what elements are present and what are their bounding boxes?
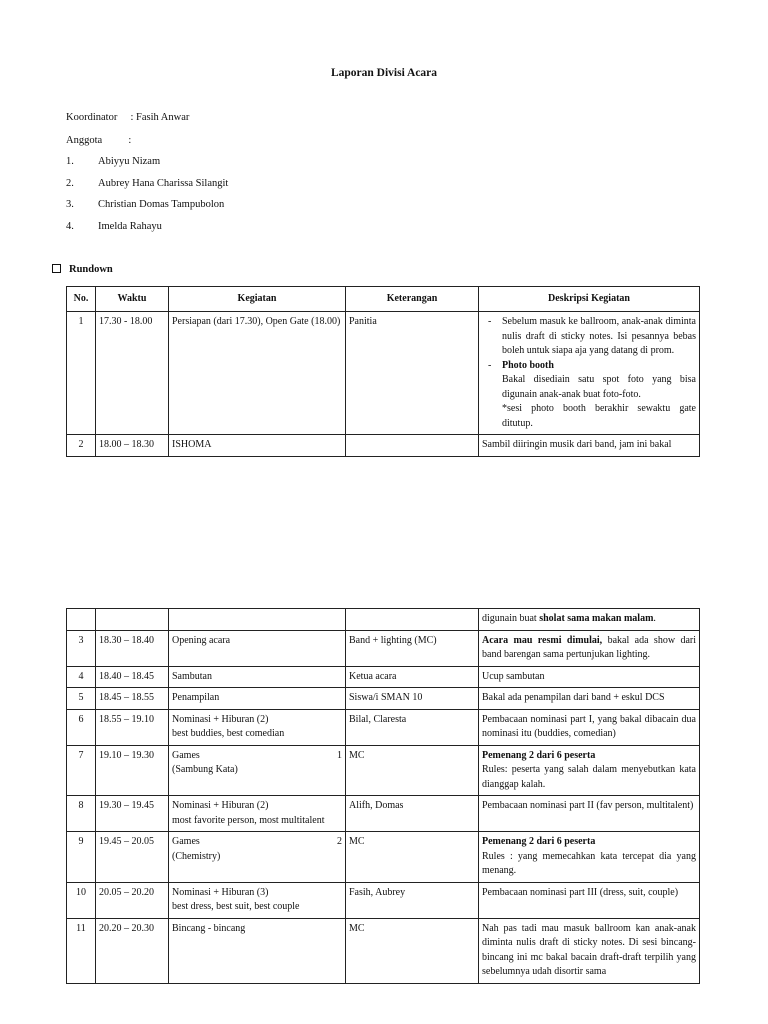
cell-deskripsi: Ucup sambutan [479,666,700,688]
table-header-row [67,287,700,312]
cell-deskripsi: Nah pas tadi mau masuk ballroom kan anak-anak diminta nulis draft di sticky notes. Di sesi bincang-bincang ini mc bakal bacain draft-draft terpilih yang sebelumnya udah disortir sama [479,918,700,983]
cell-no: 9 [67,832,96,883]
cell-kegiatan [169,709,346,745]
cell-waktu [96,609,169,631]
kegiatan-sub: best dress, best suit, best couple [172,901,300,912]
cell-no: 2 [67,435,96,457]
cell-kegiatan [169,796,346,832]
cell-deskripsi [479,609,700,631]
desc-text: . [653,613,656,624]
table-row [67,688,700,710]
header-kegiatan: Kegiatan [169,287,346,312]
kegiatan-title: Games [172,836,200,847]
rundown-table-part1 [66,286,700,457]
kegiatan-number: 2 [337,836,342,847]
koordinator-line: Koordinator : Fasih Anwar [66,112,190,123]
cell-deskripsi: Sambil diiringin musik dari band, jam ini bakal [479,435,700,457]
anggota-label: Anggota : [66,135,132,146]
cell-deskripsi [479,832,700,883]
cell-waktu: 18.00 – 18.30 [96,435,169,457]
cell-keterangan [346,609,479,631]
cell-kegiatan: Penampilan [169,688,346,710]
cell-keterangan: MC [346,918,479,983]
cell-kegiatan [169,745,346,796]
cell-no: 1 [67,312,96,435]
table-row [67,609,700,631]
cell-waktu: 19.45 – 20.05 [96,832,169,883]
kegiatan-title: Games [172,749,200,761]
cell-deskripsi: Bakal ada penampilan dari band + eskul DCS [479,688,700,710]
desc-item-note: *sesi photo booth berakhir sewaktu gate ditutup. [502,403,696,429]
cell-keterangan: Alifh, Domas [346,796,479,832]
header-keterangan: Keterangan [346,287,479,312]
cell-kegiatan [169,609,346,631]
header-no: No. [67,287,96,312]
member-number: 1. [66,156,74,167]
header-deskripsi: Deskripsi Kegiatan [479,287,700,312]
table-row [67,709,700,745]
cell-keterangan: MC [346,745,479,796]
cell-waktu: 18.30 – 18.40 [96,630,169,666]
desc-item [502,359,696,432]
table-row [67,312,700,435]
kegiatan-number: 1 [337,749,342,761]
cell-keterangan: MC [346,832,479,883]
cell-waktu: 19.10 – 19.30 [96,745,169,796]
kegiatan-sub: (Sambung Kata) [172,764,238,775]
kegiatan-sub: (Chemistry) [172,850,221,862]
cell-kegiatan [169,832,346,883]
desc-bold: Pemenang 2 dari 6 peserta [482,836,596,847]
cell-keterangan: Band + lighting (MC) [346,630,479,666]
member-name: Christian Domas Tampubolon [98,199,225,210]
member-number: 4. [66,221,74,232]
cell-deskripsi [479,312,700,435]
member-number: 2. [66,178,74,189]
table-row [67,832,700,883]
cell-no: 8 [67,796,96,832]
cell-keterangan [346,435,479,457]
cell-waktu: 20.20 – 20.30 [96,918,169,983]
page-title: Laporan Divisi Acara [330,67,438,79]
desc-item-text: Bakal disediain satu spot foto yang bisa digunain anak-anak buat foto-foto. [502,374,696,400]
kegiatan-title: Nominasi + Hiburan (2) [172,713,269,725]
desc-bold: Acara mau resmi dimulai, [482,634,603,646]
table-row [67,918,700,983]
member-name: Aubrey Hana Charissa Silangit [98,178,229,189]
table-row [67,630,700,666]
cell-no: 6 [67,709,96,745]
desc-bold: Pemenang 2 dari 6 peserta [482,749,596,761]
member-number: 3. [66,199,74,210]
rundown-label: Rundown [69,264,113,275]
cell-no: 10 [67,882,96,918]
cell-kegiatan: Bincang - bincang [169,918,346,983]
cell-waktu: 19.30 – 19.45 [96,796,169,832]
cell-no: 7 [67,745,96,796]
table-row [67,882,700,918]
cell-no: 3 [67,630,96,666]
desc-item-title: Photo booth [502,359,554,371]
header-waktu: Waktu [96,287,169,312]
desc-item: - Sebelum masuk ke ballroom, anak-anak diminta nulis draft di sticky notes. Isi pesannya bebas boleh untuk siapa aja yang datang di prom. [502,315,696,359]
rundown-table-part2 [66,608,700,984]
rundown-heading [52,264,113,275]
cell-waktu: 18.45 – 18.55 [96,688,169,710]
cell-deskripsi: Pembacaan nominasi part II (fav person, multitalent) [479,796,700,832]
kegiatan-sub: best buddies, best comedian [172,728,285,739]
cell-no: 5 [67,688,96,710]
table-row [67,666,700,688]
cell-waktu: 20.05 – 20.20 [96,882,169,918]
kegiatan-sub: most favorite person, most multitalent [172,814,325,826]
cell-kegiatan: Opening acara [169,630,346,666]
kegiatan-title: Nominasi + Hiburan (2) [172,800,269,811]
cell-keterangan: Panitia [346,312,479,435]
member-name: Imelda Rahayu [98,221,162,232]
cell-kegiatan: ISHOMA [169,435,346,457]
desc-text: digunain buat [482,613,540,624]
cell-no: 4 [67,666,96,688]
cell-no: 11 [67,918,96,983]
table-row [67,745,700,796]
cell-waktu: 18.40 – 18.45 [96,666,169,688]
table-row [67,435,700,457]
cell-deskripsi: Pembacaan nominasi part I, yang bakal dibacain dua nominasi itu (buddies, comedian) [479,709,700,745]
cell-keterangan: Siswa/i SMAN 10 [346,688,479,710]
cell-keterangan: Fasih, Aubrey [346,882,479,918]
cell-deskripsi [479,745,700,796]
cell-waktu: 18.55 – 19.10 [96,709,169,745]
checkbox-bullet-icon [52,264,61,273]
cell-kegiatan: Persiapan (dari 17.30), Open Gate (18.00) [169,312,346,435]
cell-no [67,609,96,631]
cell-keterangan: Ketua acara [346,666,479,688]
cell-kegiatan [169,882,346,918]
desc-text: bakal ada show dari band barengan sama pertunjukan lighting. [482,634,696,660]
cell-deskripsi: Pembacaan nominasi part III (dress, suit, couple) [479,882,700,918]
kegiatan-title: Nominasi + Hiburan (3) [172,886,269,898]
member-name: Abiyyu Nizam [98,156,161,167]
desc-text: Rules: peserta yang salah dalam menyebutkan kata dianggap kalah. [482,764,696,790]
cell-keterangan: Bilal, Claresta [346,709,479,745]
desc-bold: sholat sama makan malam [539,613,654,624]
cell-kegiatan: Sambutan [169,666,346,688]
cell-waktu: 17.30 - 18.00 [96,312,169,435]
cell-deskripsi [479,630,700,666]
table-row [67,796,700,832]
desc-text: Rules : yang memecahkan kata tercepat dia yang menang. [482,850,696,876]
